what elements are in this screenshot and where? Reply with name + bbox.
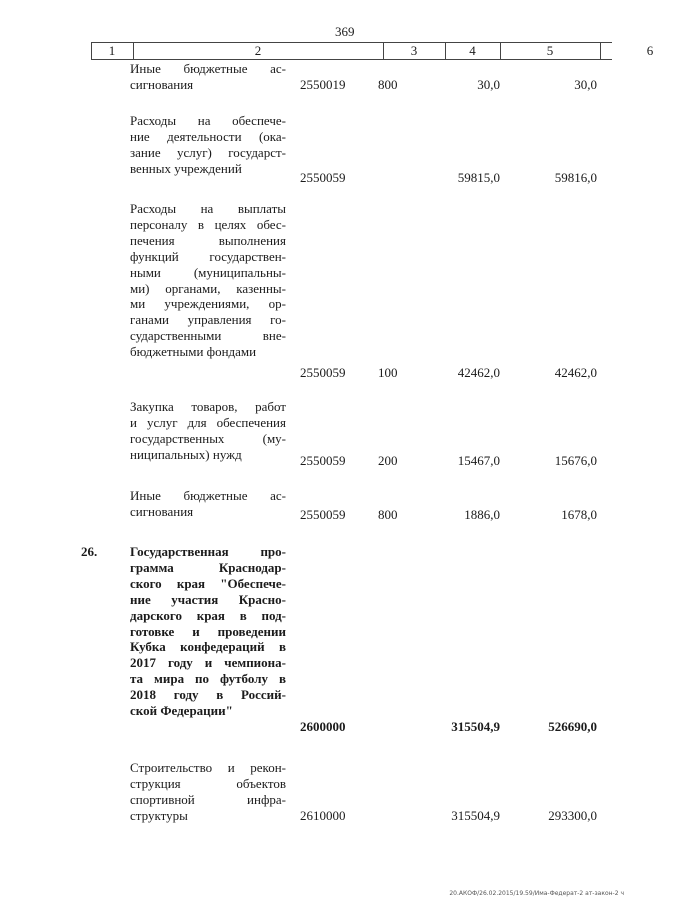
row-amount-2017: 15467,0 [457,453,500,468]
row-amount-2017: 315504,9 [451,719,500,734]
row-description: Иные бюджетные ас- сигнования [130,488,286,519]
row-vr: 800 [378,507,398,522]
row-code: 2610000 [300,808,346,823]
row-amount-2017: 1886,0 [464,507,500,522]
row-code: 2550059 [300,365,346,380]
row-description: Закупка товаров, работ и услуг для обеспечения государственных (му- ниципальных) нужд [130,399,286,462]
row-vr: 100 [378,365,398,380]
row-amount-2018: 42462,0 [554,365,597,380]
row-amount-2018: 59816,0 [554,170,597,185]
header-col-3: 3 [410,43,418,58]
row-amount-2018: 15676,0 [554,453,597,468]
footer-file-stamp: 20.АКОФ/26.02.2015/19.59/Има-Федерат-2 ат-закон-2 ч [449,890,624,897]
row-description: Государственная про- грамма Краснодар- ского края "Обеспече- ние участия Красно- дарского края в под- готовке и проведении Кубка конфедераций в 2017 году и чемпиона- та мира по футболу в 2018 году в Россий- ской Федерации" [130,544,286,719]
row-amount-2017: 59815,0 [457,170,500,185]
row-amount-2017: 42462,0 [457,365,500,380]
table-header [91,42,654,60]
row-code: 2550059 [300,453,346,468]
header-col-2: 2 [254,43,262,58]
row-vr: 800 [378,77,398,92]
row-amount-2018: 293300,0 [548,808,597,823]
row-vr: 200 [378,453,398,468]
row-number: 26. [81,544,98,559]
row-amount-2017: 30,0 [477,77,500,92]
row-description: Строительство и рекон- струкция объектов спортивной инфра- структуры [130,760,286,823]
row-description: Расходы на выплаты персоналу в целях обес- печения выполнения функций государствен- ными (муниципальны- ми) органами, казенны- ми учреждениями, ор- ганами управления го- сударственными вне- бюджетными фондами [130,201,286,360]
row-code: 2600000 [300,719,346,734]
row-code: 2550059 [300,170,346,185]
header-col-4: 4 [469,43,476,58]
row-amount-2017: 315504,9 [451,808,500,823]
header-col-1: 1 [108,43,116,58]
header-col-6: 6 [646,43,654,58]
row-amount-2018: 526690,0 [548,719,597,734]
row-amount-2018: 1678,0 [561,507,597,522]
row-amount-2018: 30,0 [574,77,597,92]
row-code: 2550059 [300,507,346,522]
row-description: Расходы на обеспече- ние деятельности (ока- зание услуг) государст- венных учреждений [130,113,286,176]
row-code: 2550019 [300,77,346,92]
page-number: 369 [335,24,355,39]
header-col-5: 5 [546,43,554,58]
row-description: Иные бюджетные ас- сигнования [130,61,286,92]
